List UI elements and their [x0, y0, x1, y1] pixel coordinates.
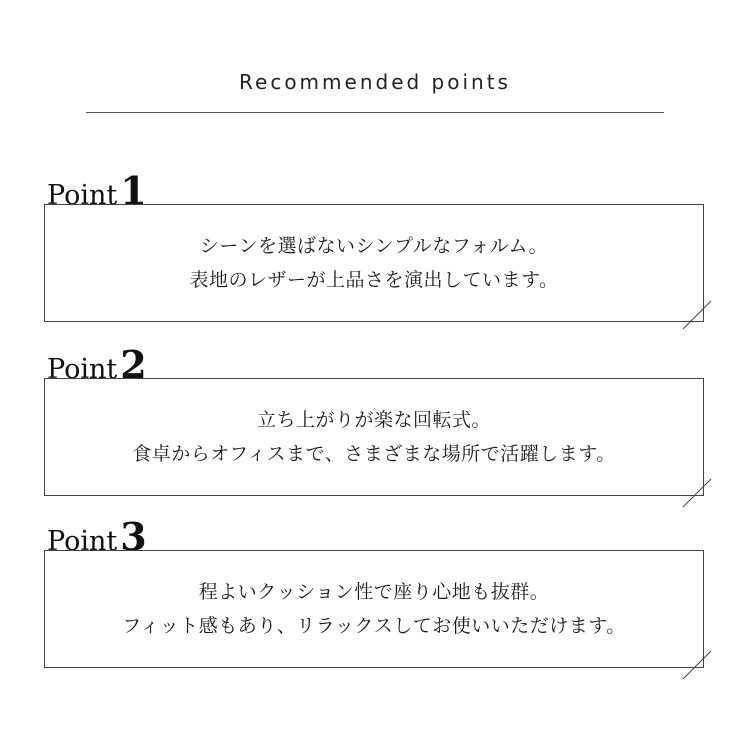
point-text-line: 食卓からオフィスまで、さまざまな場所で活躍します。: [132, 443, 616, 465]
point-text-line: フィット感もあり、リラックスしてお使いいただけます。: [122, 615, 626, 637]
point-text-line: 程よいクッション性で座り心地も抜群。: [198, 581, 550, 603]
point-label: Point: [47, 180, 118, 211]
point-number: 3: [120, 514, 147, 559]
point-text-line: 立ち上がりが楽な回転式。: [256, 409, 491, 431]
corner-slash-decoration: [682, 300, 712, 330]
point-box-2: [44, 378, 704, 496]
point-label: Point: [47, 526, 118, 557]
point-box-3: [44, 550, 704, 668]
title-divider: [86, 112, 664, 113]
corner-slash-decoration: [682, 650, 712, 680]
point-text-line: 表地のレザーが上品さを演出しています。: [189, 269, 559, 291]
section-title: Recommended points: [239, 70, 511, 94]
point-number: 1: [120, 168, 147, 213]
point-box-1: [44, 204, 704, 322]
point-number: 2: [120, 342, 147, 387]
point-text-line: シーンを選ばないシンプルなフォルム。: [199, 235, 549, 257]
corner-slash-decoration: [682, 478, 712, 508]
point-label: Point: [47, 354, 118, 385]
